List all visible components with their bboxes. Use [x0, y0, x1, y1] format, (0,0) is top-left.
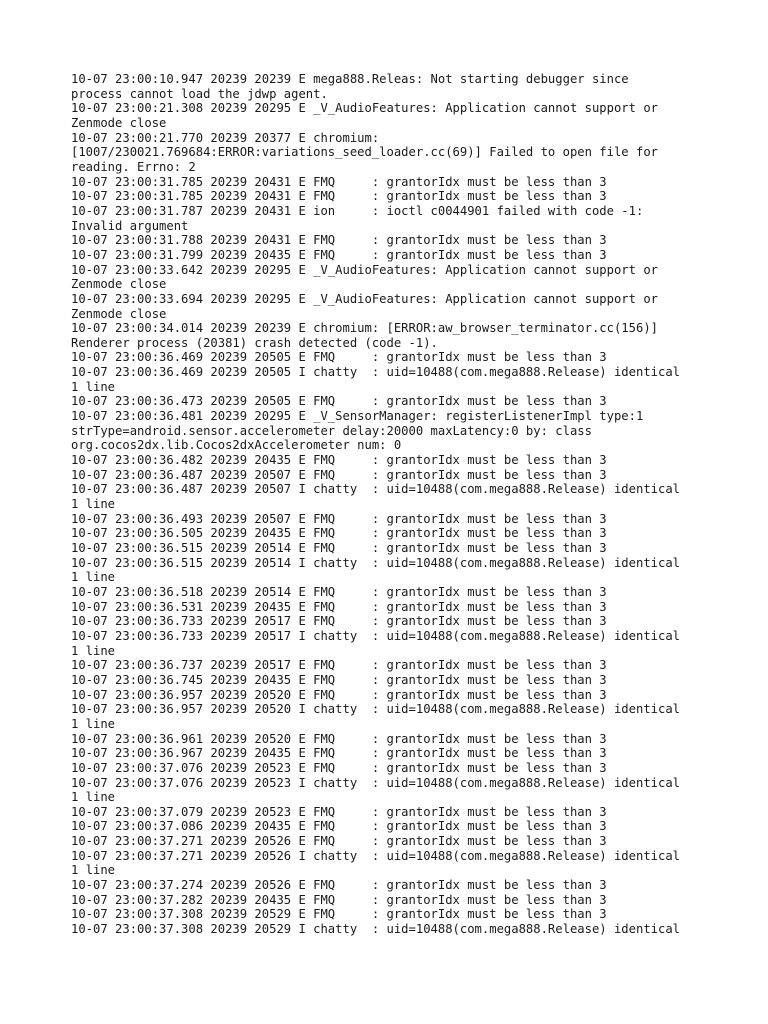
log-entry: 10-07 23:00:37.086 20239 20435 E FMQ : grantorIdx must be less than 3 [71, 819, 607, 834]
log-entry: 10-07 23:00:36.957 20239 20520 E FMQ : grantorIdx must be less than 3 [71, 687, 607, 702]
log-entry: 10-07 23:00:37.271 20239 20526 E FMQ : grantorIdx must be less than 3 [71, 834, 607, 849]
log-entry: 10-07 23:00:10.947 20239 20239 E mega888.Releas: Not starting debugger since process cannot load the jdwp agent. [71, 72, 629, 101]
log-entry: 10-07 23:00:36.469 20239 20505 E FMQ : grantorIdx must be less than 3 [71, 350, 607, 365]
log-entry: 10-07 23:00:34.014 20239 20239 E chromium: [ERROR:aw_browser_terminator.cc(156)] Renderer process (20381) crash detected (code -1). [71, 321, 658, 350]
log-entry: 10-07 23:00:31.799 20239 20435 E FMQ : grantorIdx must be less than 3 [71, 247, 607, 262]
log-entry: 10-07 23:00:36.515 20239 20514 I chatty : uid=10488(com.mega888.Release) identical 1 line [71, 555, 681, 585]
log-entry: 10-07 23:00:21.770 20239 20377 E chromium: [1007/230021.769684:ERROR:variations_seed_loader.cc(69)] Failed to open file for reading. Errno: 2 [71, 130, 658, 174]
log-entry: 10-07 23:00:37.079 20239 20523 E FMQ : grantorIdx must be less than 3 [71, 804, 607, 819]
log-entry: 10-07 23:00:36.469 20239 20505 I chatty : uid=10488(com.mega888.Release) identical 1 line [71, 365, 681, 394]
log-document [71, 72, 711, 937]
log-entry: 10-07 23:00:31.788 20239 20431 E FMQ : grantorIdx must be less than 3 [71, 233, 607, 248]
log-entry: 10-07 23:00:36.737 20239 20517 E FMQ : grantorIdx must be less than 3 [71, 658, 607, 673]
log-entry: 10-07 23:00:36.481 20239 20295 E _V_SensorManager: registerListenerImpl type:1 strType=android.sensor.accelerometer delay:20000 maxLatency:0 by: class org.cocos2dx.lib.Cocos2dxAccelerometer num: 0 [71, 409, 644, 453]
log-entry: 10-07 23:00:36.473 20239 20505 E FMQ : grantorIdx must be less than 3 [71, 394, 607, 409]
log-entry: 10-07 23:00:31.785 20239 20431 E FMQ : grantorIdx must be less than 3 [71, 189, 607, 204]
log-entry: 10-07 23:00:37.308 20239 20529 E FMQ : grantorIdx must be less than 3 [71, 907, 607, 922]
log-entry: 10-07 23:00:36.957 20239 20520 I chatty : uid=10488(com.mega888.Release) identical 1 line [71, 702, 681, 731]
log-entry: 10-07 23:00:36.505 20239 20435 E FMQ : grantorIdx must be less than 3 [71, 526, 607, 541]
log-entry: 10-07 23:00:37.076 20239 20523 E FMQ : grantorIdx must be less than 3 [71, 760, 607, 775]
log-entry: 10-07 23:00:36.961 20239 20520 E FMQ : grantorIdx must be less than 3 [71, 731, 607, 746]
log-entry: 10-07 23:00:36.493 20239 20507 E FMQ : grantorIdx must be less than 3 [71, 511, 607, 526]
log-entry: 10-07 23:00:37.271 20239 20526 I chatty : uid=10488(com.mega888.Release) identical 1 line [71, 848, 681, 878]
log-entry: 10-07 23:00:33.642 20239 20295 E _V_AudioFeatures: Application cannot support or Zenmode close [71, 262, 658, 292]
log-entry: 10-07 23:00:36.518 20239 20514 E FMQ : grantorIdx must be less than 3 [71, 584, 607, 599]
log-entry: 10-07 23:00:36.733 20239 20517 I chatty : uid=10488(com.mega888.Release) identical 1 line [71, 628, 681, 658]
log-entry: 10-07 23:00:31.787 20239 20431 E ion : ioctl c0044901 failed with code -1: Invalid argument [71, 203, 644, 233]
log-entry: 10-07 23:00:36.531 20239 20435 E FMQ : grantorIdx must be less than 3 [71, 599, 607, 614]
log-entry: 10-07 23:00:33.694 20239 20295 E _V_AudioFeatures: Application cannot support or Zenmode close [71, 291, 658, 321]
log-entry: 10-07 23:00:36.745 20239 20435 E FMQ : grantorIdx must be less than 3 [71, 672, 607, 687]
log-entry: 10-07 23:00:36.487 20239 20507 E FMQ : grantorIdx must be less than 3 [71, 467, 607, 482]
log-entry: 10-07 23:00:36.967 20239 20435 E FMQ : grantorIdx must be less than 3 [71, 746, 607, 761]
log-entry: 10-07 23:00:36.733 20239 20517 E FMQ : grantorIdx must be less than 3 [71, 614, 607, 629]
log-entry: 10-07 23:00:37.274 20239 20526 E FMQ : grantorIdx must be less than 3 [71, 878, 607, 893]
log-entry: 10-07 23:00:21.308 20239 20295 E _V_AudioFeatures: Application cannot support or Zenmode close [71, 101, 658, 130]
log-entry: 10-07 23:00:37.282 20239 20435 E FMQ : grantorIdx must be less than 3 [71, 892, 607, 907]
log-entry: 10-07 23:00:31.785 20239 20431 E FMQ : grantorIdx must be less than 3 [71, 174, 607, 189]
log-entry: 10-07 23:00:37.308 20239 20529 I chatty : uid=10488(com.mega888.Release) identical [71, 922, 681, 937]
log-entry: 10-07 23:00:36.515 20239 20514 E FMQ : grantorIdx must be less than 3 [71, 541, 607, 555]
log-entry: 10-07 23:00:37.076 20239 20523 I chatty : uid=10488(com.mega888.Release) identical 1 line [71, 775, 681, 805]
log-entry: 10-07 23:00:36.487 20239 20507 I chatty : uid=10488(com.mega888.Release) identical 1 line [71, 482, 681, 512]
log-entry: 10-07 23:00:36.482 20239 20435 E FMQ : grantorIdx must be less than 3 [71, 453, 607, 468]
